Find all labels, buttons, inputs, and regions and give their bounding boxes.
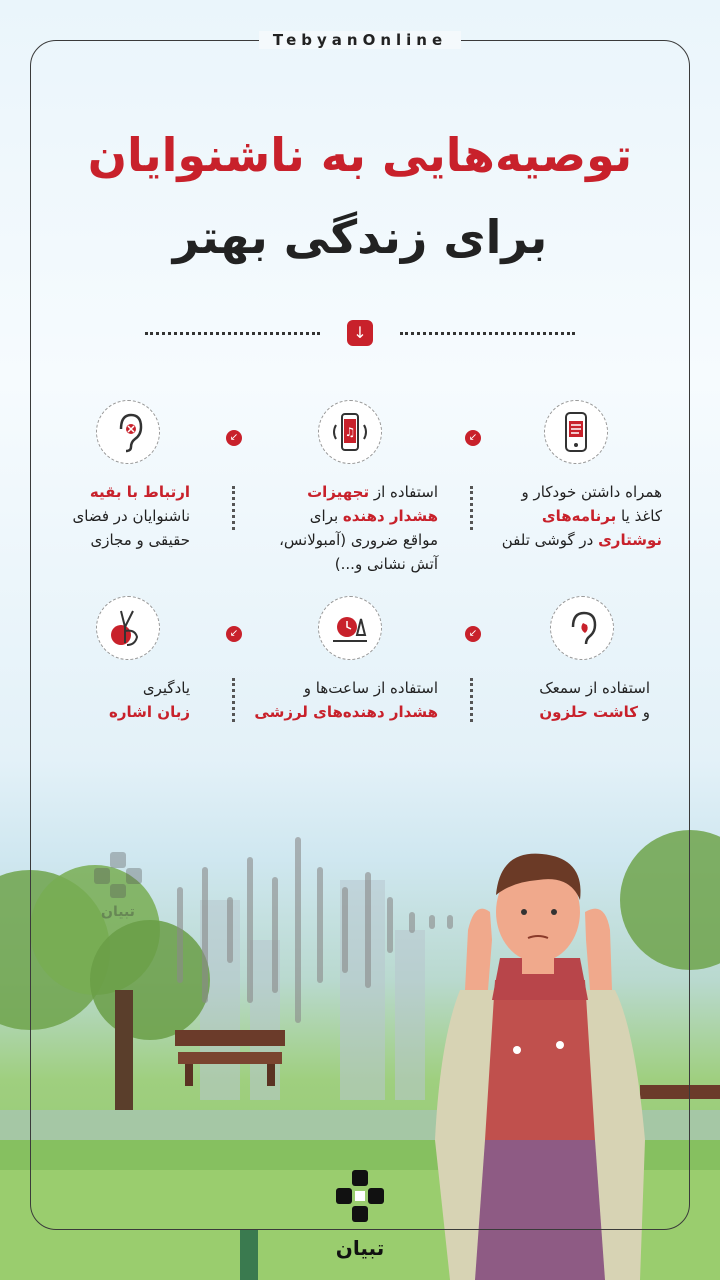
tip-highlight: ارتباط با بقیه xyxy=(89,483,190,501)
tip-highlight: نوشتاری xyxy=(598,531,662,549)
tip-highlight: برنامه‌های xyxy=(541,507,617,525)
tip-line xyxy=(460,700,650,724)
tip-line xyxy=(0,504,190,528)
tip-highlight: تجهیزات xyxy=(307,483,370,501)
divider-dots-right xyxy=(400,332,575,335)
tip-text: کاغذ یا xyxy=(616,507,662,525)
pointer-arrow-icon: ↙ xyxy=(226,430,242,446)
section-divider xyxy=(145,320,575,346)
ear-icon xyxy=(96,400,160,464)
arrow-down-icon: ↓ xyxy=(347,320,373,346)
brand-header xyxy=(0,30,720,49)
tip-highlight: کاشت حلزون xyxy=(539,703,638,721)
tip-text: یادگیری xyxy=(142,679,190,697)
tip-text: مواقع ضروری (آمبولانس، xyxy=(279,531,438,549)
tip-line xyxy=(472,504,662,528)
pointer-arrow-icon: ↙ xyxy=(465,430,481,446)
tip-text: در گوشی تلفن xyxy=(501,531,599,549)
tip-text: ناشنوایان در فضای xyxy=(72,507,190,525)
tip-text: استفاده از xyxy=(369,483,438,501)
tip-line xyxy=(248,480,438,504)
tip-line xyxy=(472,528,662,552)
tip-text: استفاده از سمعک xyxy=(539,679,650,697)
hearing-aid-icon xyxy=(550,596,614,660)
tip-text: برای xyxy=(309,507,343,525)
pointer-arrow-icon: ↙ xyxy=(465,626,481,642)
page-subtitle: برای زندگی بهتر xyxy=(172,210,548,264)
tip-text: همراه داشتن خودکار و xyxy=(521,483,662,501)
tip-highlight: زبان اشاره xyxy=(109,703,190,721)
brand-name: TebyanOnline xyxy=(259,31,461,49)
phone-icon xyxy=(544,400,608,464)
tip-5 xyxy=(248,676,438,724)
logo-text: تبیان xyxy=(335,1236,385,1260)
tip-6 xyxy=(0,676,190,724)
phone-alert-icon xyxy=(318,400,382,464)
tebyan-logo-mark-icon xyxy=(328,1168,392,1228)
tip-highlight: هشدار دهنده xyxy=(342,507,438,525)
tip-4 xyxy=(460,676,650,724)
sign-language-icon xyxy=(96,596,160,660)
tip-line xyxy=(0,700,190,724)
tip-line xyxy=(0,480,190,504)
column-separator xyxy=(232,486,235,530)
tip-line xyxy=(472,480,662,504)
tip-line xyxy=(0,676,190,700)
pointer-arrow-icon: ↙ xyxy=(226,626,242,642)
tip-1 xyxy=(472,480,662,552)
svg-text:♫: ♫ xyxy=(344,425,356,439)
tip-line xyxy=(248,552,438,576)
column-separator xyxy=(470,678,473,722)
tip-line xyxy=(248,504,438,528)
tip-line xyxy=(460,676,650,700)
tip-line xyxy=(248,700,438,724)
tip-2 xyxy=(248,480,438,576)
column-separator xyxy=(232,678,235,722)
tip-line xyxy=(248,676,438,700)
tip-text: و xyxy=(637,703,650,721)
page-title: توصیه‌هایی به ناشنوایان xyxy=(87,128,633,182)
watermark-text: تبیان xyxy=(101,904,135,920)
tip-line xyxy=(248,528,438,552)
tip-line xyxy=(0,528,190,552)
tip-text: حقیقی و مجازی xyxy=(90,531,190,549)
tip-3 xyxy=(0,480,190,552)
divider-dots-left xyxy=(145,332,320,335)
vibrating-alarm-icon xyxy=(318,596,382,660)
tip-highlight: هشدار دهنده‌های لرزشی xyxy=(254,703,438,721)
column-separator xyxy=(470,486,473,530)
tip-text: آتش نشانی و...) xyxy=(334,555,438,573)
tip-text: استفاده از ساعت‌ها و xyxy=(303,679,438,697)
tebyan-logo xyxy=(328,1168,392,1258)
